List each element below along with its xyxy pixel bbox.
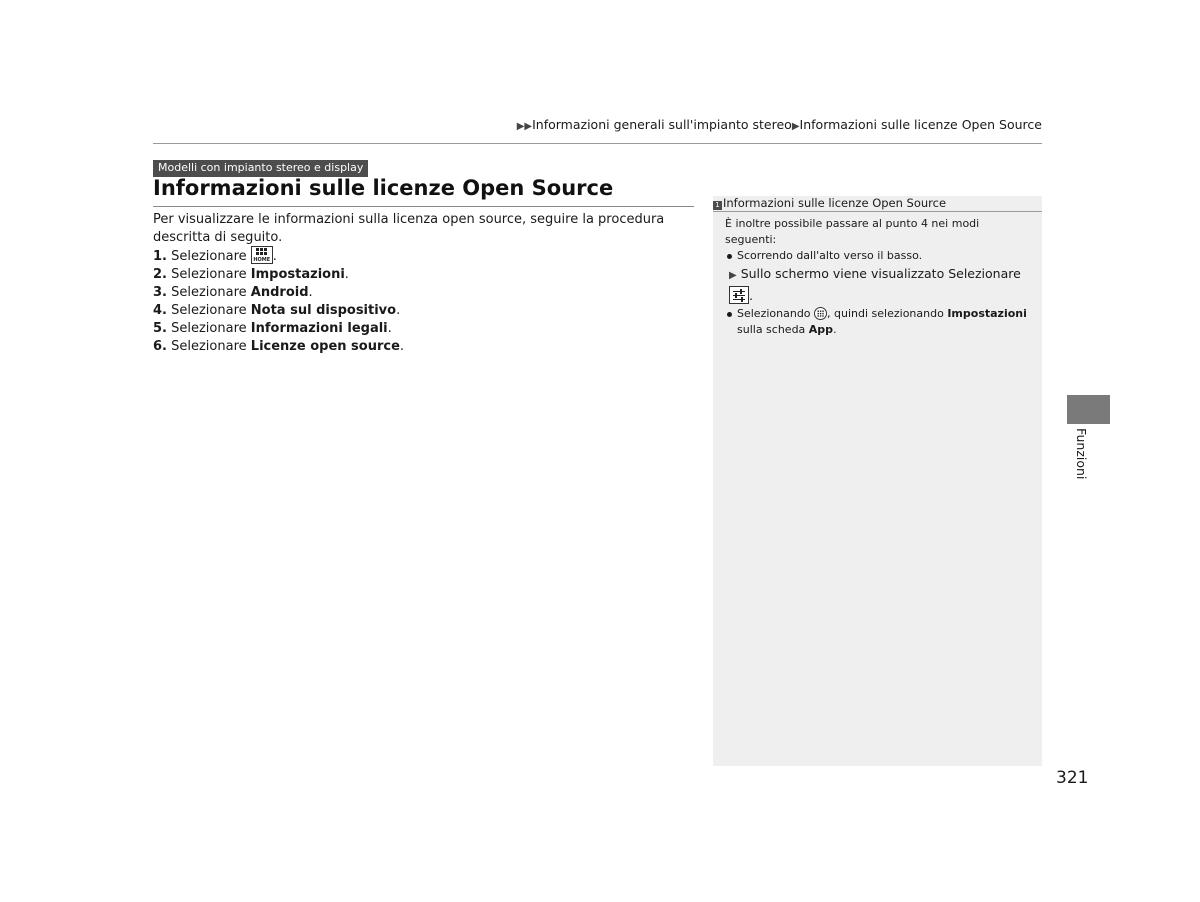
double-arrow-icon: ▶▶	[516, 121, 533, 132]
step-4	[153, 302, 673, 320]
side-note-header	[713, 196, 1042, 212]
breadcrumb-parent: Informazioni generali sull'impianto stereo	[532, 117, 792, 132]
bullet-bold: App	[808, 323, 834, 336]
step-text: Selezionare	[171, 285, 247, 300]
bullet-bold: Impostazioni	[947, 307, 1027, 320]
step-number: 4.	[153, 303, 167, 318]
step-6	[153, 338, 673, 356]
step-number: 2.	[153, 267, 167, 282]
home-icon-label: HOME	[253, 257, 271, 263]
step-text: Selezionare	[171, 303, 247, 318]
bullet-text: Selezionando	[737, 307, 811, 320]
bullet-text: sulla scheda	[737, 323, 806, 336]
step-number: 1.	[153, 249, 167, 264]
side-note-line: È inoltre possibile passare al punto 4 nei modi seguenti:	[725, 217, 980, 246]
step-end: .	[344, 267, 349, 282]
intro-text: Per visualizzare le informazioni sulla licenza open source, seguire la procedura descritta di seguito.	[153, 212, 665, 245]
step-value: Impostazioni	[250, 267, 345, 282]
step-end: .	[396, 303, 401, 318]
step-5	[153, 320, 673, 338]
period: .	[749, 288, 753, 303]
step-text: Selezionare	[171, 339, 247, 354]
result-text: Sullo schermo viene visualizzato Selezionare	[740, 266, 1021, 281]
bullet-item	[725, 306, 1033, 338]
side-note-body	[725, 216, 1033, 338]
bullet-item: Scorrendo dall'alto verso il basso.	[725, 248, 1033, 264]
home-icon	[251, 246, 273, 264]
step-end: .	[387, 321, 392, 336]
breadcrumb	[517, 117, 1042, 132]
step-value: Nota sul dispositivo	[250, 303, 397, 318]
title-divider	[153, 206, 694, 207]
step-number: 6.	[153, 339, 167, 354]
step-number: 5.	[153, 321, 167, 336]
step-end: .	[399, 339, 405, 354]
section-tab	[1067, 395, 1110, 424]
step-text: Selezionare	[171, 321, 247, 336]
top-divider	[153, 143, 1042, 144]
step-value: Licenze open source	[250, 339, 400, 354]
menu-icon	[814, 307, 827, 320]
step-value: Android	[250, 285, 309, 300]
step-text: Selezionare	[171, 249, 247, 264]
period: .	[833, 323, 837, 336]
side-note-title: Informazioni sulle licenze Open Source	[723, 196, 947, 210]
step-3	[153, 284, 673, 302]
step-2	[153, 266, 673, 284]
step-list	[153, 246, 673, 356]
settings-sliders-icon	[729, 286, 749, 304]
step-1	[153, 246, 673, 266]
model-badge: Modelli con impianto stereo e display	[153, 160, 368, 177]
section-label: Funzioni	[1074, 428, 1089, 480]
step-text: Selezionare	[171, 267, 247, 282]
bullet-text: , quindi selezionando	[827, 307, 944, 320]
breadcrumb-current: Informazioni sulle licenze Open Source	[799, 117, 1042, 132]
note-marker: 1	[713, 201, 722, 210]
step-end: .	[308, 285, 313, 300]
result-line	[725, 264, 1033, 306]
step-end: .	[272, 249, 277, 264]
step-value: Informazioni legali	[250, 321, 388, 336]
step-number: 3.	[153, 285, 167, 300]
arrow-icon: ▶	[729, 270, 737, 281]
arrow-icon: ▶	[791, 121, 800, 132]
page-number: 321	[1056, 768, 1089, 788]
page-title: Informazioni sulle licenze Open Source	[153, 176, 614, 200]
